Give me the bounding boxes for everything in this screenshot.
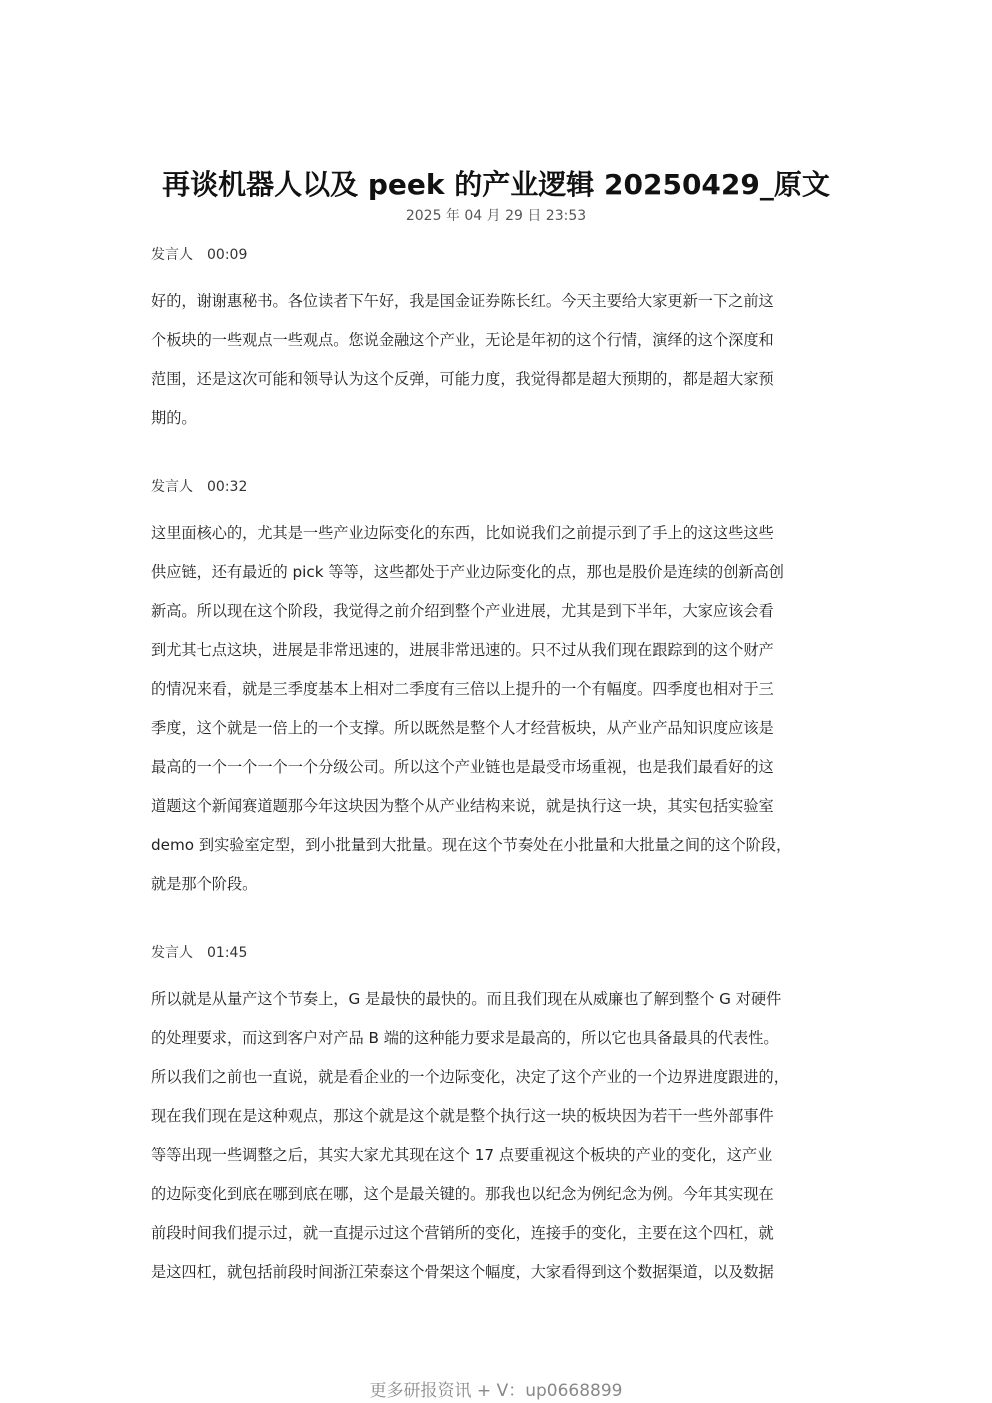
paragraph-line: 所以我们之前也一直说，就是看企业的一个边际变化，决定了这个产业的一个边界进度跟进的， [151, 1068, 789, 1086]
paragraph-line: 道题这个新闻赛道题那今年这块因为整个从产业结构来说，就是执行这一块，其实包括实验室 [151, 797, 774, 815]
timestamp: 00:09 [207, 247, 248, 263]
paragraph-line: 这里面核心的，尤其是一些产业边际变化的东西，比如说我们之前提示到了手上的这这些这些 [151, 524, 774, 542]
speaker-line [151, 476, 851, 498]
paragraph-line: 现在我们现在是这种观点，那这个就是这个就是整个执行这一块的板块因为若干一些外部事件 [151, 1107, 774, 1125]
paragraph-line: 等等出现一些调整之后，其实大家尤其现在这个 17 点要重视这个板块的产业的变化，这产业 [151, 1146, 773, 1164]
transcript-section [151, 476, 851, 904]
speaker-name: 发言人 [151, 945, 193, 961]
paragraph-line: 的处理要求，而这到客户对产品 B 端的这种能力要求是最高的，所以它也具备最具的代表性。 [151, 1029, 779, 1047]
paragraph-line: 个板块的一些观点一些观点。您说金融这个产业，无论是年初的这个行情，演绎的这个深度和 [151, 331, 774, 349]
paragraph-line: 是这四杠，就包括前段时间浙江荣泰这个骨架这个幅度，大家看得到这个数据渠道，以及数据 [151, 1263, 774, 1281]
paragraph-line: 的边际变化到底在哪到底在哪，这个是最关键的。那我也以纪念为例纪念为例。今年其实现在 [151, 1185, 774, 1203]
paragraph-line: 就是那个阶段。 [151, 875, 258, 893]
paragraph-line: 好的，谢谢惠秘书。各位读者下午好，我是国金证券陈长红。今天主要给大家更新一下之前这 [151, 292, 774, 310]
paragraph-line: 前段时间我们提示过，就一直提示过这个营销所的变化，连接手的变化，主要在这个四杠，就 [151, 1224, 774, 1242]
speaker-line [151, 942, 851, 964]
speaker-name: 发言人 [151, 247, 193, 263]
paragraph-line: 季度，这个就是一倍上的一个支撑。所以既然是整个人才经营板块，从产业产品知识度应该是 [151, 719, 774, 737]
speaker-name: 发言人 [151, 479, 193, 495]
transcript-section [151, 942, 851, 1292]
speaker-line [151, 244, 851, 266]
paragraph-line: 最高的一个一个一个一个分级公司。所以这个产业链也是最受市场重视，也是我们最看好的这 [151, 758, 774, 776]
paragraph-line: 期的。 [151, 409, 197, 427]
paragraph-line: demo 到实验室定型，到小批量到大批量。现在这个节奏处在小批量和大批量之间的这个阶段， [151, 836, 792, 854]
timestamp: 00:32 [207, 479, 248, 495]
document-title: 再谈机器人以及 peek 的产业逻辑 20250429_原文 [162, 167, 830, 201]
paragraph-line: 到尤其七点这块，进展是非常迅速的，进展非常迅速的。只不过从我们现在跟踪到的这个财产 [151, 641, 774, 659]
paragraph-line: 新高。所以现在这个阶段，我觉得之前介绍到整个产业进展，尤其是到下半年，大家应该会看 [151, 602, 774, 620]
paragraph-line: 供应链，还有最近的 pick 等等，这些都处于产业边际变化的点，那也是股价是连续的创新高创 [151, 563, 784, 581]
transcript-section [151, 244, 851, 438]
paragraph-line: 的情况来看，就是三季度基本上相对二季度有三倍以上提升的一个有幅度。四季度也相对于三 [151, 680, 774, 698]
paragraph-line: 所以就是从量产这个节奏上，G 是最快的最快的。而且我们现在从威廉也了解到整个 G 对硬件 [151, 990, 782, 1008]
paragraph-line: 范围，还是这次可能和领导认为这个反弹，可能力度，我觉得都是超大预期的，都是超大家预 [151, 370, 774, 388]
document-date: 2025 年 04 月 29 日 23:53 [405, 208, 587, 224]
timestamp: 01:45 [207, 945, 248, 961]
transcript [151, 244, 851, 1330]
footer-watermark: 更多研报资讯 + V：up0668899 [369, 1381, 623, 1401]
